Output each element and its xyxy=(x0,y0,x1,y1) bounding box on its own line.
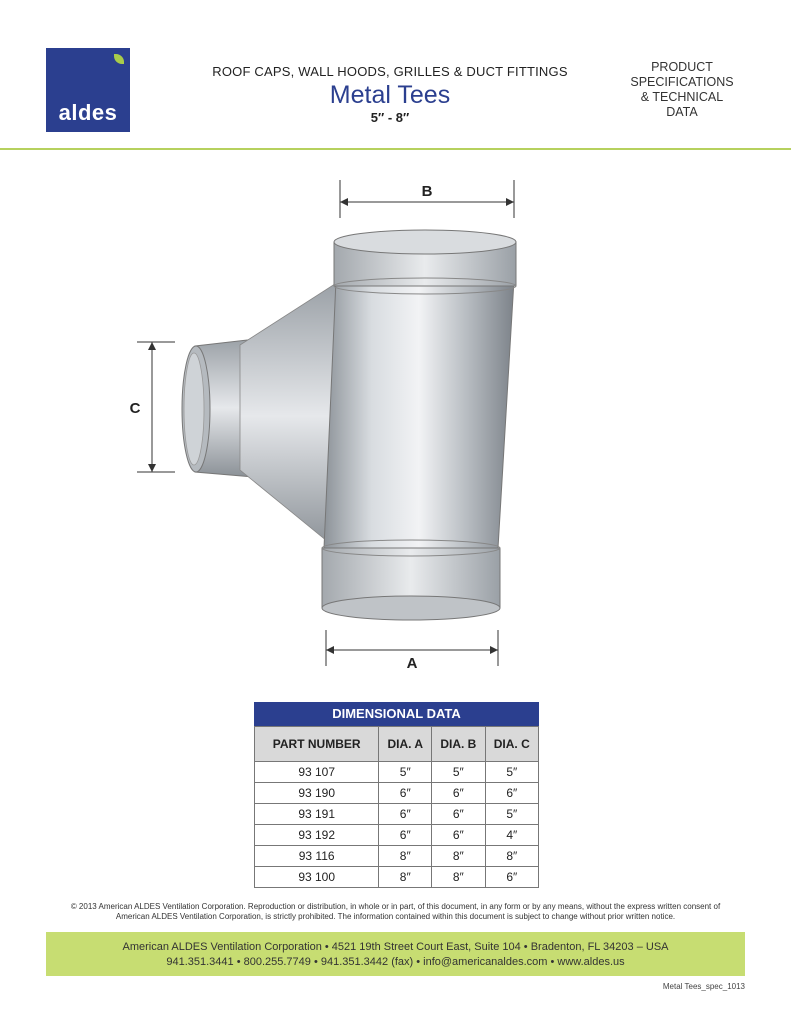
dimension-a-label: A xyxy=(406,655,418,672)
dia-a-cell: 8″ xyxy=(379,846,432,867)
document-id: Metal Tees_spec_1013 xyxy=(662,982,745,991)
column-header: DIA. C xyxy=(485,727,538,762)
table-row xyxy=(255,783,539,804)
part-number-cell: 93 190 xyxy=(255,783,379,804)
dia-c-cell: 5″ xyxy=(485,762,538,783)
table-header-row xyxy=(255,727,539,762)
doc-type-line: SPECIFICATIONS xyxy=(630,75,734,89)
part-number-cell: 93 116 xyxy=(255,846,379,867)
header-center xyxy=(190,64,590,125)
dia-a-cell: 5″ xyxy=(379,762,432,783)
column-header: PART NUMBER xyxy=(255,727,379,762)
dia-b-cell: 6″ xyxy=(432,825,485,846)
copyright-notice xyxy=(50,902,741,922)
header-divider xyxy=(0,148,791,150)
aldes-logo xyxy=(46,48,130,132)
dia-c-cell: 6″ xyxy=(485,867,538,888)
dia-a-cell: 6″ xyxy=(379,825,432,846)
part-number-cell: 93 107 xyxy=(255,762,379,783)
size-range: 5″ - 8″ xyxy=(370,110,410,125)
doc-type-line: & TECHNICAL xyxy=(640,90,724,104)
category-heading: ROOF CAPS, WALL HOODS, GRILLES & DUCT FITTINGS xyxy=(212,64,568,79)
tee-illustration xyxy=(182,230,516,620)
dia-b-cell: 8″ xyxy=(432,846,485,867)
dimension-a xyxy=(326,630,498,672)
copyright-line: © 2013 American ALDES Ventilation Corporation. Reproduction or distribution, in whole or in part, of this document, in any form or by any means, without the express written consent of xyxy=(70,902,721,911)
part-number-cell: 93 192 xyxy=(255,825,379,846)
dimensional-data-table xyxy=(254,702,539,888)
company-contacts: 941.351.3441 • 800.255.7749 • 941.351.3442 (fax) • info@americanaldes.com • www.aldes.us xyxy=(166,956,625,968)
dimension-b-label: B xyxy=(421,183,433,200)
dimension-c-label: C xyxy=(129,400,141,417)
metal-tee-diagram xyxy=(0,170,791,690)
leaf-icon xyxy=(114,54,124,64)
column-header: DIA. B xyxy=(432,727,485,762)
dia-a-cell: 6″ xyxy=(379,783,432,804)
dia-c-cell: 4″ xyxy=(485,825,538,846)
table-row xyxy=(255,804,539,825)
dia-b-cell: 5″ xyxy=(432,762,485,783)
doc-type-line: DATA xyxy=(666,105,698,119)
part-number-cell: 93 191 xyxy=(255,804,379,825)
dia-c-cell: 5″ xyxy=(485,804,538,825)
dimension-b xyxy=(340,180,514,218)
dia-c-cell: 8″ xyxy=(485,846,538,867)
dia-b-cell: 6″ xyxy=(432,783,485,804)
dimension-c xyxy=(130,342,175,472)
dimensions-table xyxy=(254,726,539,888)
contact-footer xyxy=(46,932,745,976)
dia-a-cell: 6″ xyxy=(379,804,432,825)
dia-b-cell: 8″ xyxy=(432,867,485,888)
doc-type-label xyxy=(617,60,747,120)
column-header: DIA. A xyxy=(379,727,432,762)
company-address: American ALDES Ventilation Corporation • 4521 19th Street Court East, Suite 104 • Bradenton, FL 34203 – USA xyxy=(122,941,669,953)
doc-type-line: PRODUCT xyxy=(651,60,713,74)
dia-b-cell: 6″ xyxy=(432,804,485,825)
table-title: DIMENSIONAL DATA xyxy=(254,702,539,726)
page-title: Metal Tees xyxy=(329,81,451,109)
dia-a-cell: 8″ xyxy=(379,867,432,888)
table-row xyxy=(255,825,539,846)
table-row xyxy=(255,762,539,783)
table-row xyxy=(255,846,539,867)
dia-c-cell: 6″ xyxy=(485,783,538,804)
logo-text: aldes xyxy=(58,100,118,125)
part-number-cell: 93 100 xyxy=(255,867,379,888)
copyright-line: American ALDES Ventilation Corporation, is strictly prohibited. The information contained within this document is subject to change without prior written notice. xyxy=(115,912,676,921)
table-row xyxy=(255,867,539,888)
